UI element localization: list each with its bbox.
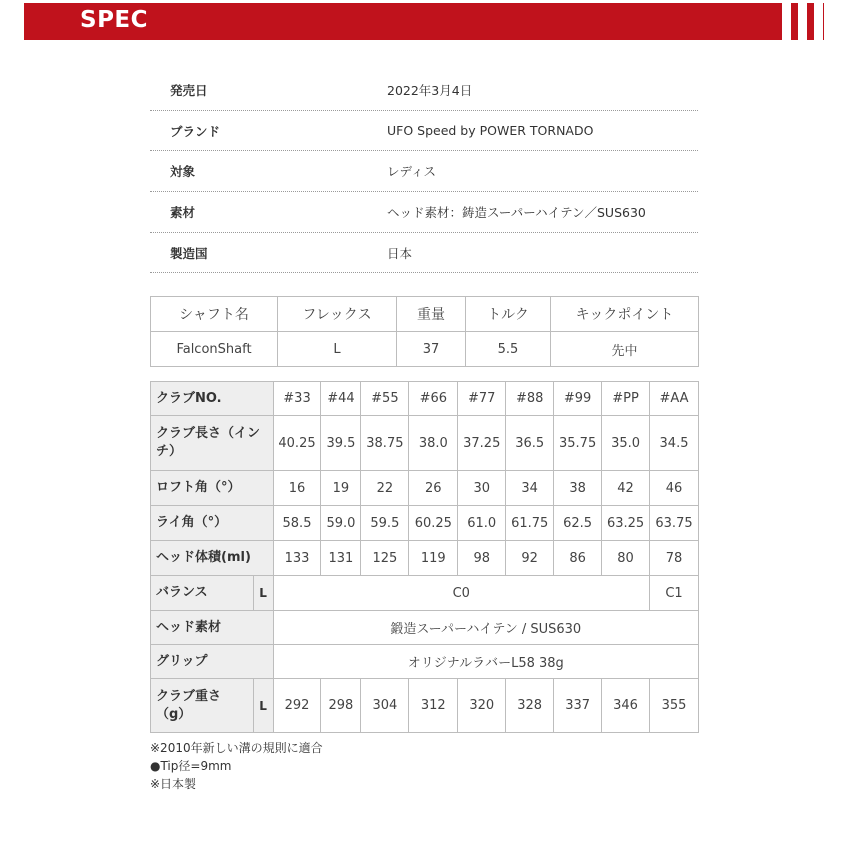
table-cell: #AA (650, 382, 699, 416)
page-title: SPEC (80, 7, 149, 33)
spec-banner (24, 3, 824, 40)
row-label: バランス (151, 576, 254, 611)
shaft-table (150, 296, 699, 367)
table-cell: 46 (650, 471, 699, 506)
spec-row-material (150, 192, 698, 233)
shaft-header-row (151, 297, 699, 332)
head-volume-row (151, 541, 699, 576)
shaft-header-cell: キックポイント (551, 297, 699, 332)
row-label (151, 679, 254, 733)
table-cell: 40.25 (273, 416, 321, 471)
table-cell: 119 (409, 541, 458, 576)
row-label: ライ角（°） (151, 506, 274, 541)
table-cell: 61.0 (458, 506, 506, 541)
table-cell: 355 (650, 679, 699, 733)
table-cell: 59.0 (321, 506, 361, 541)
shaft-value-cell: L (278, 332, 397, 367)
table-cell: 61.75 (506, 506, 554, 541)
table-cell: 346 (602, 679, 650, 733)
club-length-row (151, 416, 699, 471)
table-cell: 78 (650, 541, 699, 576)
loft-row (151, 471, 699, 506)
row-label-line: チ） (156, 444, 183, 459)
table-cell: 80 (602, 541, 650, 576)
banner-stripe (798, 3, 807, 40)
table-cell: #55 (361, 382, 409, 416)
club-weight-row (151, 679, 699, 733)
table-cell: 98 (458, 541, 506, 576)
note-line: ※日本製 (150, 777, 197, 791)
shaft-value-cell: 先中 (551, 332, 699, 367)
note-line: ※2010年新しい溝の規則に適合 (150, 741, 323, 755)
spec-row-target (150, 151, 698, 192)
table-cell: 304 (361, 679, 409, 733)
table-cell: 鍛造スーパーハイテン / SUS630 (273, 611, 698, 645)
row-label: グリップ (151, 645, 274, 679)
spec-value: 2022年3月4日 (387, 82, 473, 98)
row-label-line: クラブ重さ (156, 688, 222, 704)
flex-cell: L (253, 679, 273, 733)
flex-cell: L (253, 576, 273, 611)
lie-row (151, 506, 699, 541)
table-cell: 60.25 (409, 506, 458, 541)
row-label (151, 416, 274, 471)
table-cell: 34.5 (650, 416, 699, 471)
table-cell: 22 (361, 471, 409, 506)
table-cell: 59.5 (361, 506, 409, 541)
row-label: クラブNO. (151, 382, 274, 416)
head-material-row (151, 611, 699, 645)
banner-stripe (814, 3, 823, 40)
shaft-header-cell: フレックス (278, 297, 397, 332)
table-cell: #44 (321, 382, 361, 416)
row-label-line: （g） (156, 706, 192, 722)
spec-label: 製造国 (170, 245, 208, 261)
table-cell: #88 (506, 382, 554, 416)
table-cell: 328 (506, 679, 554, 733)
table-cell: #PP (602, 382, 650, 416)
shaft-header-cell: 重量 (397, 297, 466, 332)
table-cell: 26 (409, 471, 458, 506)
row-label: ロフト角（°） (151, 471, 274, 506)
table-cell: 42 (602, 471, 650, 506)
spec-list (150, 70, 698, 273)
table-cell: C1 (650, 576, 699, 611)
shaft-value-cell: 37 (397, 332, 466, 367)
shaft-value-cell: FalconShaft (151, 332, 278, 367)
spec-label: 素材 (170, 204, 196, 220)
row-label: ヘッド素材 (151, 611, 274, 645)
shaft-value-cell: 5.5 (466, 332, 551, 367)
club-number-row (151, 382, 699, 416)
banner-stripe (782, 3, 791, 40)
table-cell: 292 (273, 679, 321, 733)
table-cell: 34 (506, 471, 554, 506)
table-cell: 37.25 (458, 416, 506, 471)
spec-value: レディス (387, 164, 437, 180)
table-cell: 39.5 (321, 416, 361, 471)
shaft-value-row (151, 332, 699, 367)
table-cell: 62.5 (554, 506, 602, 541)
table-cell: C0 (273, 576, 649, 611)
spec-row-country (150, 233, 698, 274)
table-cell: 320 (458, 679, 506, 733)
spec-value: UFO Speed by POWER TORNADO (387, 123, 594, 139)
table-cell: 131 (321, 541, 361, 576)
table-cell: 337 (554, 679, 602, 733)
table-cell: オリジナルラバーL58 38g (273, 645, 698, 679)
table-cell: 298 (321, 679, 361, 733)
spec-label: 対象 (170, 164, 196, 180)
spec-label: ブランド (170, 123, 221, 139)
row-label: ヘッド体積(ml) (151, 541, 274, 576)
table-cell: #33 (273, 382, 321, 416)
spec-value: ヘッド素材：鋳造スーパーハイテン／SUS630 (387, 204, 646, 220)
spec-row-brand (150, 111, 698, 152)
spec-value: 日本 (387, 245, 413, 261)
table-cell: 35.75 (554, 416, 602, 471)
club-spec-table (150, 381, 699, 733)
table-cell: 125 (361, 541, 409, 576)
table-cell: 16 (273, 471, 321, 506)
shaft-header-cell: シャフト名 (151, 297, 278, 332)
balance-row (151, 576, 699, 611)
notes (150, 739, 323, 793)
table-cell: 38.0 (409, 416, 458, 471)
table-cell: 30 (458, 471, 506, 506)
note-line: ●Tip径=9mm (150, 759, 232, 773)
spec-row-release-date (150, 70, 698, 111)
table-cell: 19 (321, 471, 361, 506)
table-cell: 38.75 (361, 416, 409, 471)
table-cell: 63.25 (602, 506, 650, 541)
grip-row (151, 645, 699, 679)
table-cell: #66 (409, 382, 458, 416)
table-cell: 36.5 (506, 416, 554, 471)
table-cell: #77 (458, 382, 506, 416)
spec-label: 発売日 (170, 82, 208, 98)
table-cell: #99 (554, 382, 602, 416)
table-cell: 133 (273, 541, 321, 576)
table-cell: 86 (554, 541, 602, 576)
table-cell: 63.75 (650, 506, 699, 541)
table-cell: 58.5 (273, 506, 321, 541)
shaft-header-cell: トルク (466, 297, 551, 332)
row-label-line: クラブ長さ（イン (156, 426, 261, 441)
table-cell: 38 (554, 471, 602, 506)
table-cell: 312 (409, 679, 458, 733)
table-cell: 92 (506, 541, 554, 576)
table-cell: 35.0 (602, 416, 650, 471)
